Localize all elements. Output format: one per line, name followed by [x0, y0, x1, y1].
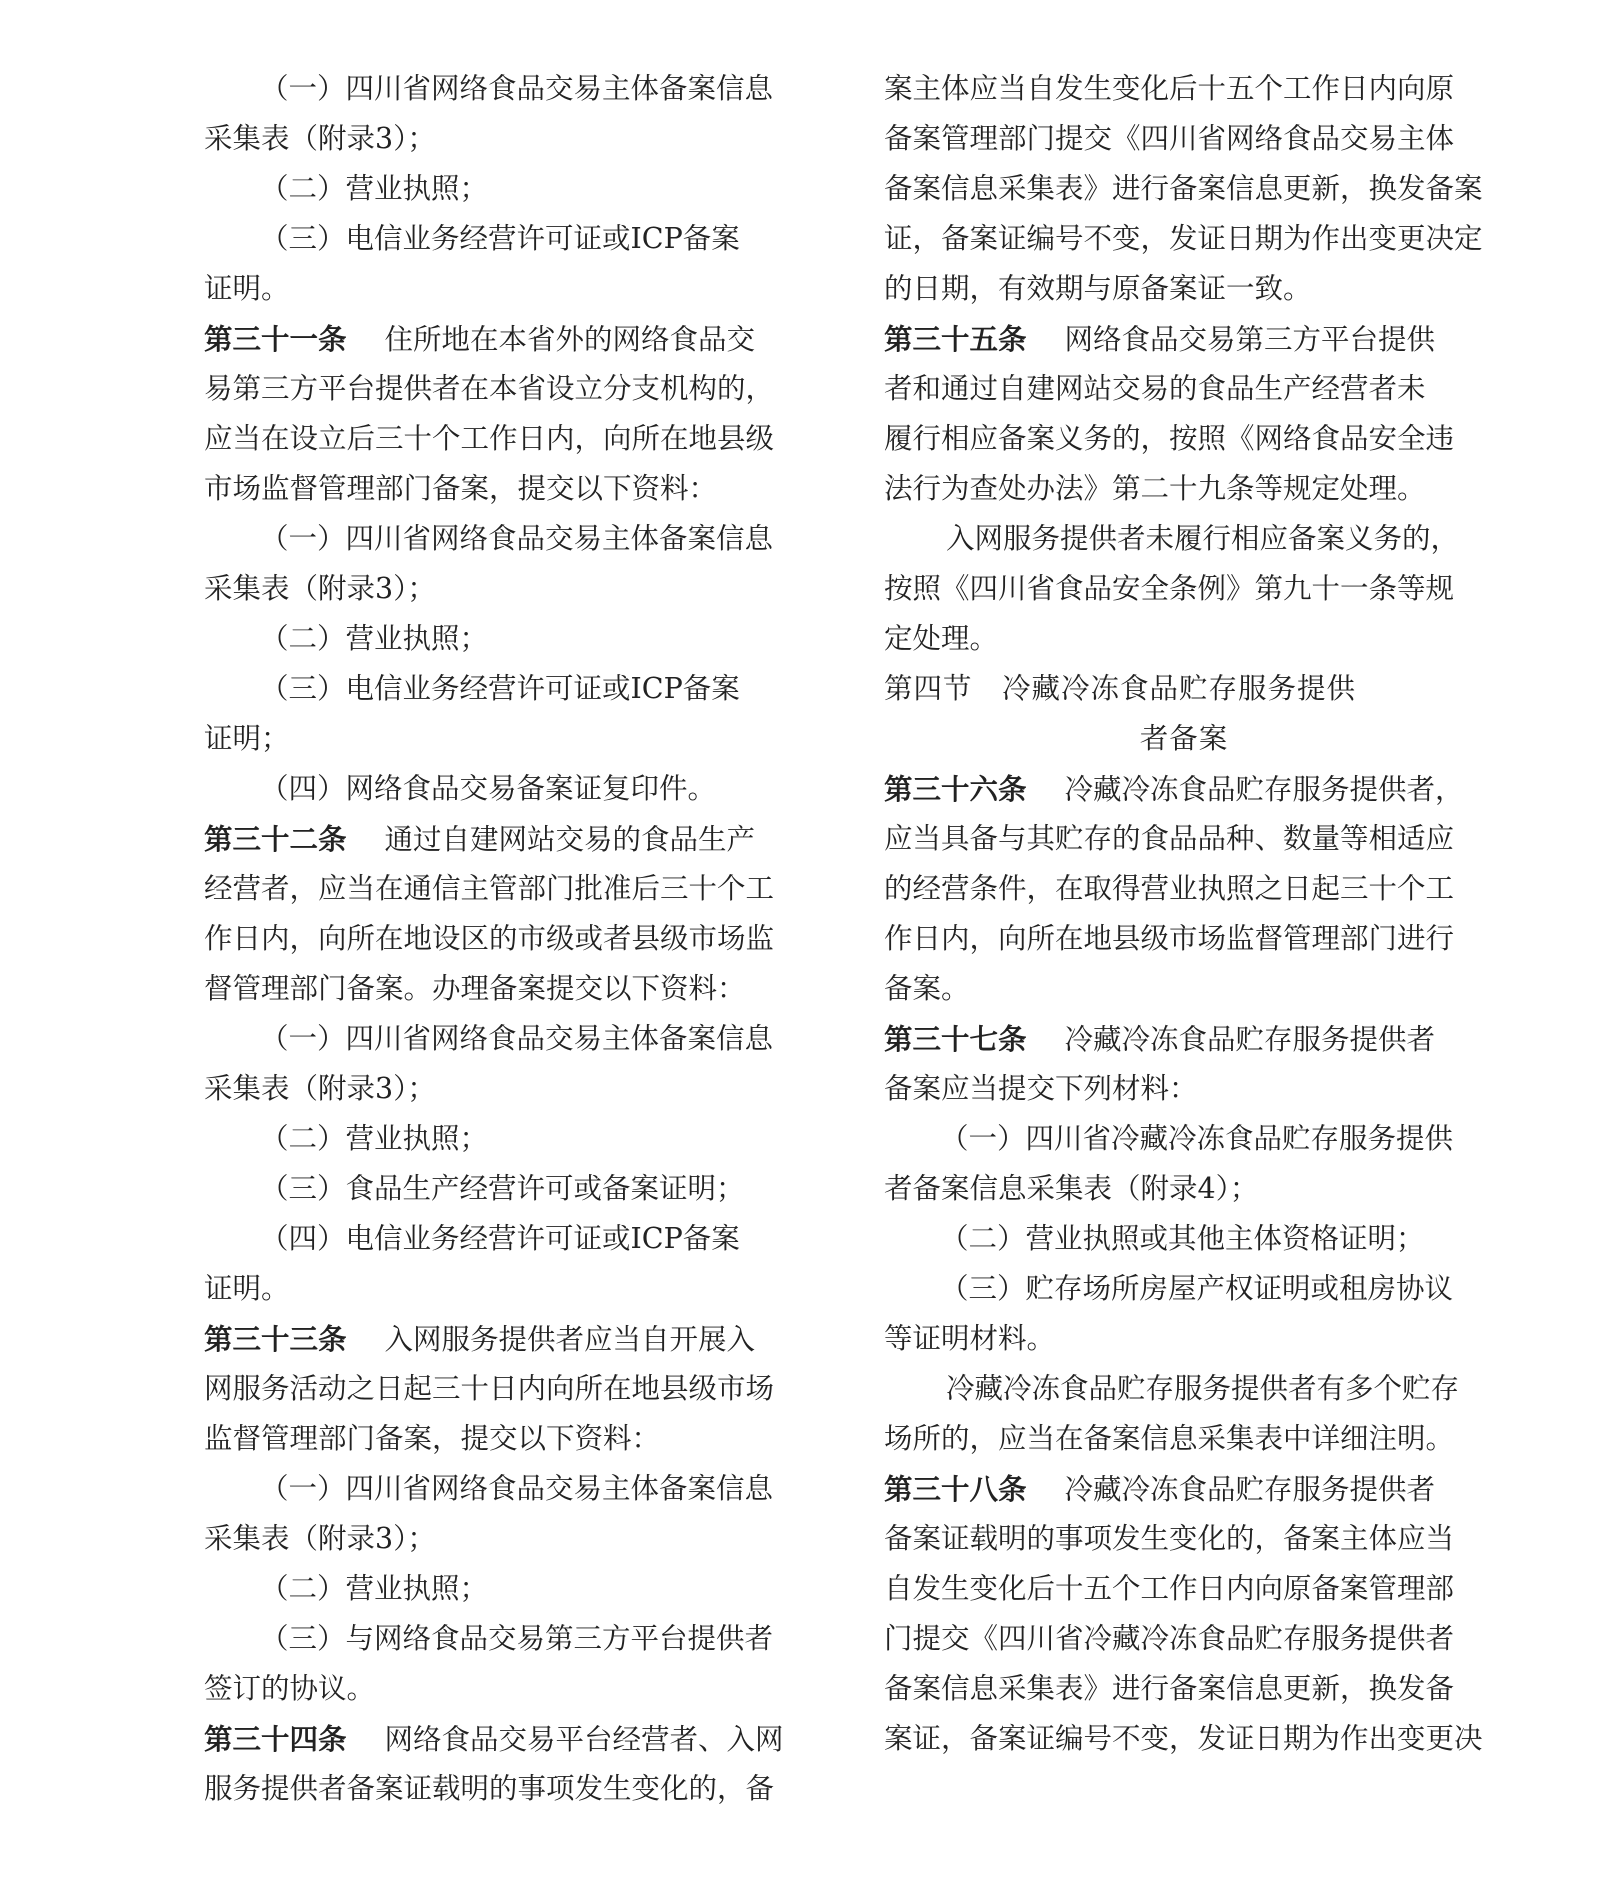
- body-text-line: （三）电信业务经营许可证或ICP备案: [260, 672, 740, 705]
- left-text-column: [204, 64, 804, 1814]
- article-first-line: [884, 1014, 1484, 1064]
- article-text: 冷藏冷冻食品贮存服务提供者: [1064, 1473, 1436, 1506]
- article-text: 冷藏冷冻食品贮存服务提供者，: [1064, 773, 1464, 806]
- article-first-line: [204, 814, 804, 864]
- body-text-line: 者备案信息采集表（附录4）；: [884, 1172, 1259, 1205]
- right-text-column: [884, 64, 1484, 1764]
- body-text-line: 证明。: [204, 1272, 290, 1305]
- body-text-line: 自发生变化后十五个工作日内向原备案管理部: [884, 1572, 1455, 1605]
- body-text-line: 案证，备案证编号不变，发证日期为作出变更决: [884, 1722, 1483, 1755]
- body-text-line: 等证明材料。: [884, 1322, 1056, 1355]
- body-text-line: 按照《四川省食品安全条例》第九十一条等规: [884, 572, 1455, 605]
- article-first-line: [204, 314, 804, 364]
- body-text-line: （二）营业执照；: [260, 1122, 489, 1155]
- body-text-line: 网服务活动之日起三十日内向所在地县级市场: [204, 1372, 775, 1405]
- body-text-line: （三）贮存场所房屋产权证明或租房协议: [940, 1272, 1454, 1305]
- body-text-line: （二）营业执照；: [260, 1572, 489, 1605]
- body-text-line: （三）电信业务经营许可证或ICP备案: [260, 222, 740, 255]
- body-text-line: （三）食品生产经营许可或备案证明；: [260, 1172, 745, 1205]
- body-text-line: 市场监督管理部门备案，提交以下资料：: [204, 472, 718, 505]
- article-title: 第三十七条: [884, 1022, 1027, 1056]
- body-text-line: 采集表（附录3）；: [204, 1522, 436, 1555]
- article-first-line: [884, 1464, 1484, 1514]
- body-text-line: （一）四川省网络食品交易主体备案信息: [260, 1472, 774, 1505]
- body-text-line: （四）电信业务经营许可证或ICP备案: [260, 1222, 740, 1255]
- article-text: 网络食品交易平台经营者、入网: [384, 1723, 784, 1756]
- article-title: 第三十一条: [204, 322, 347, 356]
- body-text-line: 采集表（附录3）；: [204, 1072, 436, 1105]
- body-text-line: 应当具备与其贮存的食品品种、数量等相适应: [884, 822, 1455, 855]
- body-text-line: 督管理部门备案。办理备案提交以下资料：: [204, 972, 746, 1005]
- body-text-line: （四）网络食品交易备案证复印件。: [260, 772, 717, 805]
- body-text-line: 作日内，向所在地县级市场监督管理部门进行: [884, 922, 1455, 955]
- body-text-line: 应当在设立后三十个工作日内，向所在地县级: [204, 422, 775, 455]
- body-text-line: 服务提供者备案证载明的事项发生变化的，备: [204, 1772, 775, 1805]
- body-text-line: 的经营条件，在取得营业执照之日起三十个工: [884, 872, 1455, 905]
- article-text: 入网服务提供者应当自开展入: [384, 1323, 756, 1356]
- body-text-line: （一）四川省网络食品交易主体备案信息: [260, 1022, 774, 1055]
- body-text-line: （二）营业执照；: [260, 622, 489, 655]
- body-text-line: 作日内，向所在地设区的市级或者县级市场监: [204, 922, 775, 955]
- section-heading-line: 第四节 冷藏冷冻食品贮存服务提供: [884, 672, 1357, 705]
- article-first-line: [204, 1314, 804, 1364]
- body-text-line: 入网服务提供者未履行相应备案义务的，: [946, 522, 1460, 555]
- body-text-line: 备案证载明的事项发生变化的，备案主体应当: [884, 1522, 1455, 1555]
- body-text-line: 门提交《四川省冷藏冷冻食品贮存服务提供者: [884, 1622, 1455, 1655]
- article-first-line: [884, 314, 1484, 364]
- body-text-line: 场所的，应当在备案信息采集表中详细注明。: [884, 1422, 1455, 1455]
- article-text: 网络食品交易第三方平台提供: [1064, 323, 1436, 356]
- body-text-line: （三）与网络食品交易第三方平台提供者: [260, 1622, 774, 1655]
- body-text-line: 备案应当提交下列材料：: [884, 1072, 1198, 1105]
- article-text: 住所地在本省外的网络食品交: [384, 323, 756, 356]
- body-text-line: 采集表（附录3）；: [204, 572, 436, 605]
- body-text-line: 证明。: [204, 272, 290, 305]
- body-text-line: 备案管理部门提交《四川省网络食品交易主体: [884, 122, 1455, 155]
- article-title: 第三十六条: [884, 772, 1027, 806]
- article-text: 冷藏冷冻食品贮存服务提供者: [1064, 1023, 1436, 1056]
- article-title: 第三十四条: [204, 1722, 347, 1756]
- body-text-line: 冷藏冷冻食品贮存服务提供者有多个贮存: [946, 1372, 1460, 1405]
- body-text-line: 经营者，应当在通信主管部门批准后三十个工: [204, 872, 775, 905]
- article-title: 第三十五条: [884, 322, 1027, 356]
- article-title: 第三十三条: [204, 1322, 347, 1356]
- body-text-line: 签订的协议。: [204, 1672, 376, 1705]
- body-text-line: 履行相应备案义务的，按照《网络食品安全违: [884, 422, 1455, 455]
- body-text-line: （二）营业执照或其他主体资格证明；: [940, 1222, 1425, 1255]
- body-text-line: 证明；: [204, 722, 290, 755]
- body-text-line: 备案信息采集表》进行备案信息更新，换发备: [884, 1672, 1455, 1705]
- body-text-line: 备案。: [884, 972, 970, 1005]
- body-text-line: 采集表（附录3）；: [204, 122, 436, 155]
- body-text-line: 易第三方平台提供者在本省设立分支机构的，: [204, 372, 775, 405]
- body-text-line: 的日期，有效期与原备案证一致。: [884, 272, 1312, 305]
- body-text-line: 者和通过自建网站交易的食品生产经营者未: [884, 372, 1426, 405]
- body-text-line: （一）四川省冷藏冷冻食品贮存服务提供: [940, 1122, 1454, 1155]
- body-text-line: 监督管理部门备案，提交以下资料：: [204, 1422, 661, 1455]
- section-heading-line: 者备案: [1139, 722, 1229, 755]
- body-text-line: 备案信息采集表》进行备案信息更新，换发备案: [884, 172, 1483, 205]
- article-first-line: [884, 764, 1484, 814]
- article-title: 第三十八条: [884, 1472, 1027, 1506]
- article-text: 通过自建网站交易的食品生产: [384, 823, 756, 856]
- body-text-line: 案主体应当自发生变化后十五个工作日内向原: [884, 72, 1455, 105]
- body-text-line: （一）四川省网络食品交易主体备案信息: [260, 522, 774, 555]
- body-text-line: （一）四川省网络食品交易主体备案信息: [260, 72, 774, 105]
- article-title: 第三十二条: [204, 822, 347, 856]
- body-text-line: 定处理。: [884, 622, 999, 655]
- body-text-line: 证，备案证编号不变，发证日期为作出变更决定: [884, 222, 1483, 255]
- body-text-line: （二）营业执照；: [260, 172, 489, 205]
- article-first-line: [204, 1714, 804, 1764]
- body-text-line: 法行为查处办法》第二十九条等规定处理。: [884, 472, 1426, 505]
